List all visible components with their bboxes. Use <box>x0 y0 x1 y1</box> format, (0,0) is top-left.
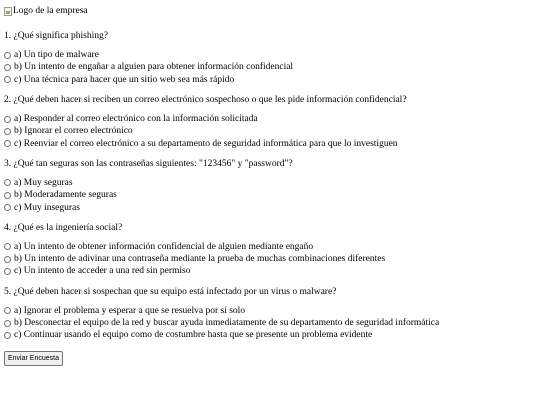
option-label: b) Desconectar el equipo de la red y buscar ayuda inmediatamente de su departamento de seguridad informática <box>14 318 440 328</box>
option-label: b) Moderadamente seguras <box>14 190 117 201</box>
question-4-option-b[interactable] <box>4 253 536 265</box>
radio-button[interactable] <box>4 76 11 83</box>
question-4-option-a[interactable] <box>4 241 536 253</box>
radio-button[interactable] <box>4 204 11 211</box>
question-3-option-c[interactable] <box>4 201 536 213</box>
radio-button[interactable] <box>4 307 11 314</box>
option-label: c) Continuar usando el equipo como de costumbre hasta que se presente un problema evidente <box>14 330 373 341</box>
question-5-option-a[interactable] <box>4 305 536 317</box>
radio-button[interactable] <box>4 192 11 199</box>
option-label: b) Un intento de adivinar una contraseña mediante la prueba de muchas combinaciones diferentes <box>14 254 386 265</box>
question-5 <box>4 286 536 342</box>
question-4-option-c[interactable] <box>4 265 536 277</box>
option-label: c) Un intento de acceder a una red sin permiso <box>14 266 191 277</box>
option-label: c) Muy inseguras <box>14 202 80 213</box>
question-5-option-c[interactable] <box>4 329 536 341</box>
survey-form <box>4 30 536 366</box>
broken-image-icon <box>4 7 12 16</box>
option-label: a) Un tipo de malware <box>14 50 99 61</box>
question-5-option-b[interactable] <box>4 317 536 329</box>
option-label: c) Reenviar el correo electrónico a su departamento de seguridad informática para que lo investiguen <box>14 138 398 149</box>
question-3-text: 3. ¿Qué tan seguras son las contraseñas siguientes: "123456" y "password"? <box>4 158 293 169</box>
radio-button[interactable] <box>4 256 11 263</box>
radio-button[interactable] <box>4 140 11 147</box>
question-3-option-a[interactable] <box>4 177 536 189</box>
survey-page <box>4 4 536 366</box>
question-1-option-b[interactable] <box>4 61 536 73</box>
option-label: b) Ignorar el correo electrónico <box>14 126 133 137</box>
option-label: a) Un intento de obtener información confidencial de alguien mediante engaño <box>14 241 314 252</box>
question-2-option-a[interactable] <box>4 113 536 125</box>
option-label: a) Responder al correo electrónico con la información solicitada <box>14 114 258 125</box>
question-2 <box>4 94 536 150</box>
question-1-option-c[interactable] <box>4 74 536 86</box>
question-1 <box>4 30 536 86</box>
company-logo-alt-text: Logo de la empresa <box>13 6 88 16</box>
question-5-text: 5. ¿Qué deben hacer si sospechan que su equipo está infectado por un virus o malware? <box>4 286 337 297</box>
radio-button[interactable] <box>4 332 11 339</box>
radio-button[interactable] <box>4 320 11 327</box>
option-label: c) Una técnica para hacer que un sitio web sea más rápido <box>14 74 235 85</box>
company-logo <box>4 4 536 18</box>
question-2-option-b[interactable] <box>4 125 536 137</box>
question-4 <box>4 222 536 278</box>
option-label: a) Muy seguras <box>14 177 73 188</box>
radio-button[interactable] <box>4 243 11 250</box>
question-2-text: 2. ¿Qué deben hacer si reciben un correo electrónico sospechoso o que les pide información confidencial? <box>4 94 407 105</box>
radio-button[interactable] <box>4 116 11 123</box>
question-2-option-c[interactable] <box>4 137 536 149</box>
question-4-text: 4. ¿Qué es la ingeniería social? <box>4 222 123 233</box>
question-1-option-a[interactable] <box>4 49 536 61</box>
question-1-text: 1. ¿Qué significa phishing? <box>4 31 108 41</box>
radio-button[interactable] <box>4 52 11 59</box>
question-3 <box>4 158 536 214</box>
radio-button[interactable] <box>4 128 11 135</box>
option-label: b) Un intento de engañar a alguien para obtener información confidencial <box>14 62 294 73</box>
radio-button[interactable] <box>4 64 11 71</box>
submit-survey-button[interactable]: Enviar Encuesta <box>4 351 63 366</box>
radio-button[interactable] <box>4 268 11 275</box>
option-label: a) Ignorar el problema y esperar a que se resuelva por sí solo <box>14 305 246 316</box>
question-3-option-b[interactable] <box>4 189 536 201</box>
radio-button[interactable] <box>4 179 11 186</box>
